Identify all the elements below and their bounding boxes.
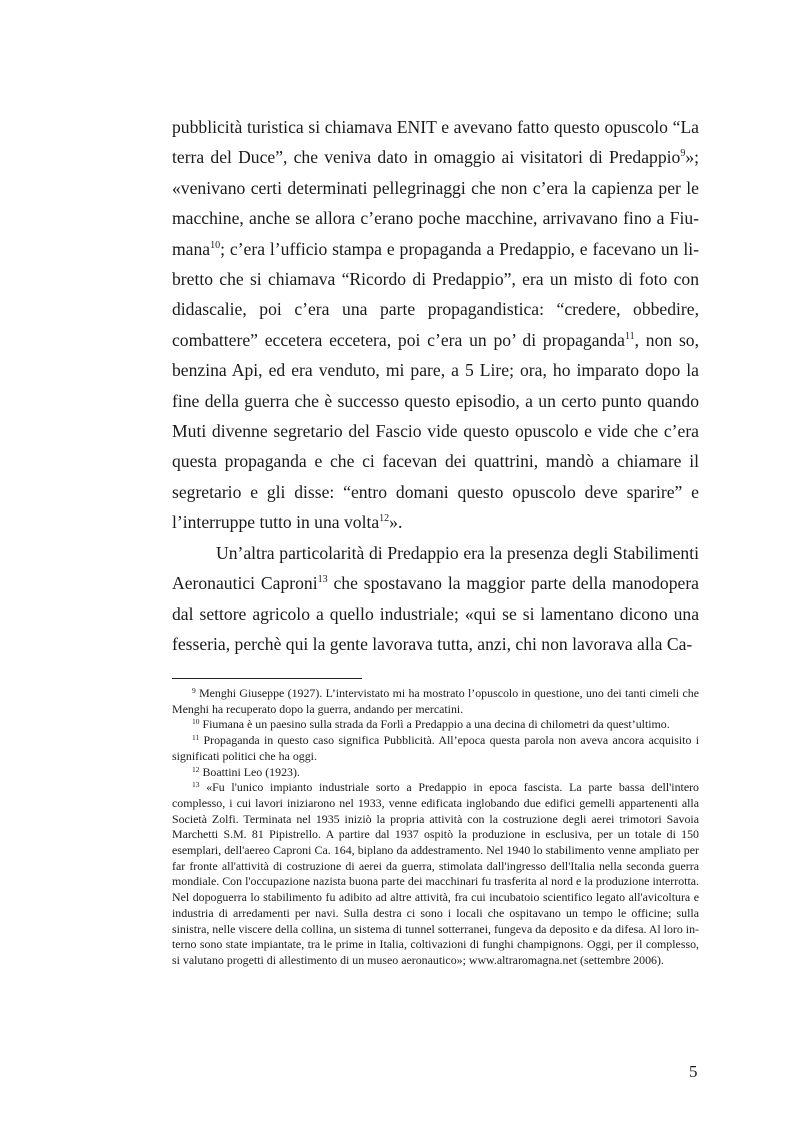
footnote-number: 12 bbox=[192, 764, 200, 774]
text-run: pubblicità turistica si chiamava ENIT e avevano fatto questo opuscolo “La terra del Duce”, che veniva dato in omaggio ai visitatori di Predappio bbox=[172, 117, 699, 168]
footnote-12 bbox=[172, 765, 699, 781]
footnote-ref-9[interactable]: 9 bbox=[680, 148, 686, 160]
footnote-9 bbox=[172, 686, 699, 717]
footnote-number: 9 bbox=[192, 686, 196, 695]
footnote-ref-11[interactable]: 11 bbox=[624, 330, 635, 342]
paragraph-interview-quote bbox=[172, 112, 699, 538]
footnote-text: Menghi Giuseppe (1927). L’intervistato mi ha mostrato l’opuscolo in questione, uno dei tanti cimeli che Menghi ha recuperato dopo la guerra, andando per mercatini. bbox=[172, 686, 699, 716]
footnote-text: Boattini Leo (1923). bbox=[199, 764, 300, 779]
paragraph-caproni bbox=[172, 538, 699, 660]
footnote-ref-10[interactable]: 10 bbox=[210, 239, 221, 251]
footnote-11 bbox=[172, 733, 699, 764]
text-run: Un’altra particolarità di Predappio era la presenza degli Stabilimenti Aeronautici Caproni bbox=[172, 542, 699, 594]
page-number: 5 bbox=[689, 1062, 698, 1081]
text-run: , non so, benzina Api, ed era venduto, mi pare, a 5 Lire; ora, ho imparato dopo la fine della guerra che è successo questo episodio, a un certo punto quando Muti divenne segretario del Fascio vide questo opuscolo e vide che c’era questa propaganda e che ci facevan dei quattrini, mandò a chiamare il segretario e gli disse: “entro domani questo opuscolo deve sparire” e l’interruppe tutto in una volta bbox=[172, 329, 699, 533]
text-run: ». bbox=[389, 512, 403, 533]
footnote-number: 13 bbox=[192, 780, 200, 790]
footnote-text: «Fu l'unico impianto industriale sorto a Predappio in epoca fascista. La parte bassa dell'intero complesso, i cui lavori iniziarono nel 1933, venne edificata inglobando due edifici gemelli appartenenti alla Società Zolfi. Terminata nel 1935 iniziò la propria attività con la costruzione degli aerei trimotori Savoia Marchetti S.M. 81 Pipistrello. A partire dal 1937 ospitò la produzione in esclusiva, per un totale di 150 esemplari, dell'aereo Caproni Ca. 164, biplano da addestramento. Nel 1940 lo stabilimento venne ampliato per far fronte all'attività di costruzione di aerei da guerra, stimolata dall'ingresso dell'Italia nella seconda guerra mondiale. Con l'occupazione nazista buona parte dei macchinari fu trasferita al nord e la produzione interrotta. Nel dopoguerra lo stabilimento fu adibito ad altre attività, fra cui incubatoio scientifico legato all'avicoltura e industria di arredamenti per navi. Sulla destra ci sono i locali che ospitavano un tempo le officine; sulla sinistra, nelle viscere della collina, un sistema di tunnel sotterranei, fungeva da deposito e da difesa. Al loro interno sono state impiantate, tra le prime in Italia, coltivazioni di funghi champignons. Oggi, per il complesso, si valutano progetti di allestimento di un museo aeronautico»; www.altraromagna.net (settembre 2006). bbox=[172, 780, 700, 967]
text-run: ; c’era l’ufficio stampa e propaganda a Predappio, e facevano un libretto che si chiamava “Ricordo di Predappio”, era un misto di foto con didascalie, poi c’era una parte propagandistica: “credere, obbedire, combattere” eccetera eccetera, poi c’era un po’ di propaganda bbox=[172, 238, 699, 350]
body-text bbox=[172, 112, 699, 659]
text-run: che spostavano la maggior parte della manodopera dal settore agricolo a quello industriale; «qui se si lamentano dicono una fesseria, perchè qui la gente lavorava tutta, anzi, chi non lavorava alla Ca- bbox=[172, 573, 699, 654]
footnote-separator bbox=[172, 678, 362, 679]
footnote-text: Fiumana è un paesino sulla strada da Forlì a Predappio a una decina di chilometri da quest’ultimo. bbox=[199, 717, 670, 732]
footnote-ref-13[interactable]: 13 bbox=[317, 574, 328, 586]
footnote-ref-12[interactable]: 12 bbox=[379, 513, 390, 525]
footnote-10 bbox=[172, 717, 699, 733]
footnote-13 bbox=[172, 780, 699, 968]
text-run: »; «venivano certi determinati pellegrinaggi che non c’era la capienza per le macchine, anche se allora c’erano poche macchine, arrivavano fino a Fiumana bbox=[172, 147, 699, 259]
footnote-text: Propaganda in questo caso significa Pubblicità. All’epoca questa parola non aveva ancora acquisito i significati politici che ha oggi. bbox=[172, 733, 699, 763]
footnotes bbox=[172, 686, 699, 969]
footnote-number: 11 bbox=[192, 733, 200, 743]
footnote-number: 10 bbox=[192, 717, 200, 727]
